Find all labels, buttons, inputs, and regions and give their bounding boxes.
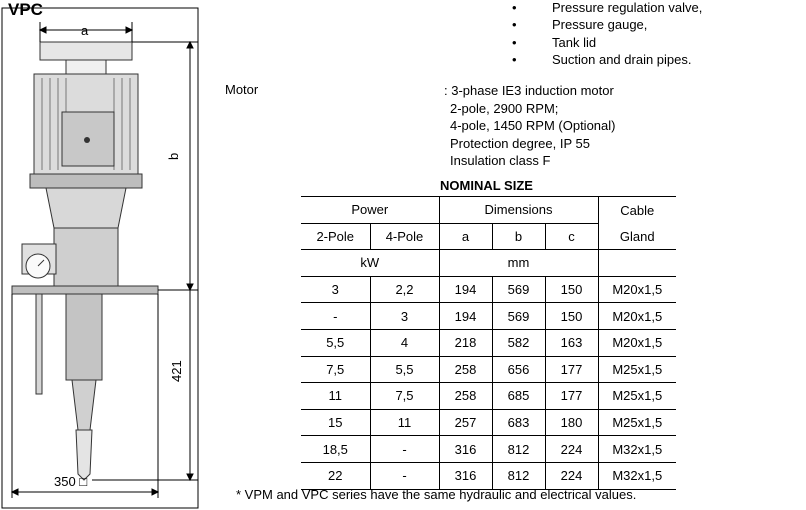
cell-2pole: 5,5: [301, 329, 370, 356]
cell-a: 194: [439, 303, 492, 330]
cell-2pole: 18,5: [301, 436, 370, 463]
cell-2pole: -: [301, 303, 370, 330]
header-dimensions: Dimensions: [439, 197, 598, 224]
header-power: Power: [301, 197, 439, 224]
dim-421-line: [92, 290, 198, 480]
name-plate: [66, 60, 106, 74]
table-row: [301, 303, 676, 330]
drain-pipe: [76, 430, 92, 480]
cell-c: 150: [545, 276, 598, 303]
cell-2pole: 7,5: [301, 356, 370, 383]
motor-spec-line: 2-pole, 2900 RPM;: [450, 100, 559, 116]
cell-4pole: 11: [370, 409, 439, 436]
cell-c: 180: [545, 409, 598, 436]
cell-c: 224: [545, 462, 598, 489]
pump-body: [66, 294, 102, 380]
cell-4pole: 7,5: [370, 383, 439, 410]
table-row: [301, 383, 676, 410]
pump-drawing: [0, 0, 230, 510]
cell-b: 656: [492, 356, 545, 383]
cell-b: 812: [492, 436, 545, 463]
motor-top: [40, 42, 132, 60]
cell-a: 257: [439, 409, 492, 436]
table-row: [301, 409, 676, 436]
nominal-size-table: [301, 196, 676, 490]
motor-spec-line: Insulation class F: [450, 153, 551, 169]
cell-a: 258: [439, 356, 492, 383]
suction-pipe: [36, 294, 42, 394]
header-cable: Cable: [598, 197, 676, 224]
header-gland: Gland: [598, 223, 676, 250]
motor-spec: [444, 82, 615, 170]
tank-lid: [12, 286, 158, 294]
cell-b: 569: [492, 276, 545, 303]
bullet-icon: •: [512, 52, 517, 67]
dim-350-label: 350 □: [54, 474, 88, 489]
dim-b-line: [132, 42, 198, 290]
dim-421-label: 421: [169, 360, 184, 382]
cell-a: 258: [439, 383, 492, 410]
table-row: [301, 329, 676, 356]
cell-a: 316: [439, 462, 492, 489]
cell-gland: M25x1,5: [598, 409, 676, 436]
dim-a-label: a: [81, 23, 89, 38]
cell-gland: M25x1,5: [598, 356, 676, 383]
cell-c: 163: [545, 329, 598, 356]
header-b: b: [492, 223, 545, 250]
table-row: [301, 462, 676, 489]
cell-b: 685: [492, 383, 545, 410]
table-row: [301, 436, 676, 463]
unit-kw: kW: [301, 250, 439, 277]
cell-4pole: 3: [370, 303, 439, 330]
cell-4pole: 5,5: [370, 356, 439, 383]
cell-b: 582: [492, 329, 545, 356]
cell-gland: M25x1,5: [598, 383, 676, 410]
cell-b: 812: [492, 462, 545, 489]
terminal-screw-icon: [84, 137, 90, 143]
feature-label: Tank lid: [552, 35, 597, 50]
cell-b: 683: [492, 409, 545, 436]
cell-2pole: 11: [301, 383, 370, 410]
cell-c: 177: [545, 356, 598, 383]
header-4pole: 4-Pole: [370, 223, 439, 250]
table-row: [301, 276, 676, 303]
cell-2pole: 3: [301, 276, 370, 303]
cell-a: 218: [439, 329, 492, 356]
feature-label: Pressure gauge,: [552, 17, 648, 32]
pump-head: [54, 228, 118, 286]
motor-flange: [30, 174, 142, 188]
bullet-icon: •: [512, 35, 517, 50]
motor-spec-line: : 3-phase IE3 induction motor: [444, 83, 614, 98]
cell-c: 224: [545, 436, 598, 463]
feature-item: [512, 0, 702, 15]
footnote: * VPM and VPC series have the same hydraulic and electrical values.: [236, 487, 637, 502]
motor-label: Motor: [225, 82, 259, 97]
cell-b: 569: [492, 303, 545, 330]
feature-item: [512, 52, 691, 67]
header-2pole: 2-Pole: [301, 223, 370, 250]
cell-gland: M20x1,5: [598, 329, 676, 356]
table-title: NOMINAL SIZE: [440, 178, 533, 193]
unit-empty: [598, 250, 676, 277]
cell-gland: M32x1,5: [598, 462, 676, 489]
cell-2pole: 22: [301, 462, 370, 489]
lantern-housing: [46, 188, 126, 228]
cell-2pole: 15: [301, 409, 370, 436]
cell-c: 150: [545, 303, 598, 330]
dim-b-label: b: [166, 152, 181, 160]
cell-a: 316: [439, 436, 492, 463]
cell-4pole: -: [370, 462, 439, 489]
page-title: VPC: [8, 0, 43, 19]
bullet-icon: •: [512, 0, 517, 15]
cell-gland: M20x1,5: [598, 303, 676, 330]
cell-4pole: 2,2: [370, 276, 439, 303]
feature-label: Suction and drain pipes.: [552, 52, 692, 67]
cell-gland: M20x1,5: [598, 276, 676, 303]
cell-c: 177: [545, 383, 598, 410]
cell-a: 194: [439, 276, 492, 303]
header-c: c: [545, 223, 598, 250]
header-a: a: [439, 223, 492, 250]
motor-spec-line: Protection degree, IP 55: [450, 135, 590, 151]
pump-housing: [72, 380, 96, 430]
table-row: [301, 356, 676, 383]
feature-label: Pressure regulation valve,: [552, 0, 703, 15]
motor-spec-line: 4-pole, 1450 RPM (Optional): [450, 118, 616, 134]
unit-mm: mm: [439, 250, 598, 277]
cell-4pole: 4: [370, 329, 439, 356]
cell-gland: M32x1,5: [598, 436, 676, 463]
bullet-icon: •: [512, 17, 517, 32]
cell-4pole: -: [370, 436, 439, 463]
feature-item: [512, 35, 596, 50]
feature-item: [512, 17, 647, 32]
